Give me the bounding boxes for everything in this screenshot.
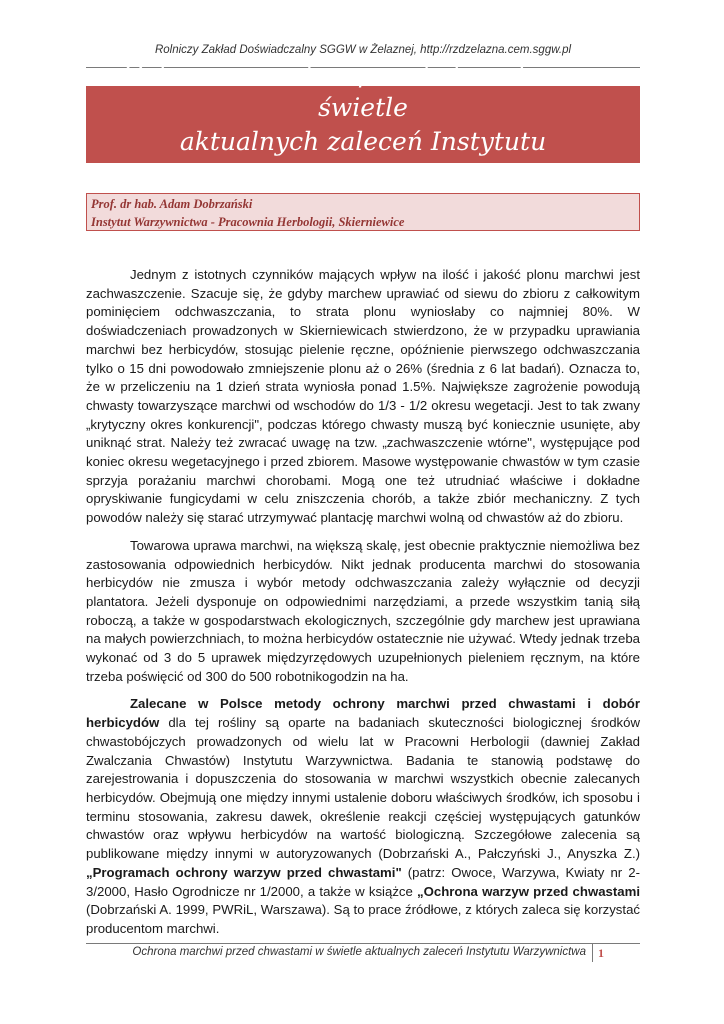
author-name: Prof. dr hab. Adam Dobrzański (91, 197, 253, 211)
paragraph-1: Jednym z istotnych czynników mających wpływ na ilość i jakość plonu marchwi jest zachwaszczenie. Szacuje się, że gdyby marchew uprawiać od siewu do zbioru z całkowitym pominięciem odchwaszczania, to strata plonu wyniosłaby co najmniej 80%. W doświadczeniach prowadzonych w Skierniewicach stwierdzono, że w przypadku uprawiania marchwi bez herbicydów, stosując pielenie ręczne, opóźnienie pierwszego odchwaszczania tylko o 15 dni powodowało zmniejszenie plonu aż o 26% (średnia z 6 lat badań). Oznacza to, że w przeliczeniu na 1 dzień strata wyniosła ponad 1.5%. Największe zagrożenie powodują chwasty towarzyszące marchwi od wschodów do 1/3 - 1/2 okresu wegetacji. Jest to tak zwany „krytyczny okres konkurencji", podczas którego chwasty muszą być koniecznie usunięte, aby uniknąć strat. Należy też zwracać uwagę na tzw. „zachwaszczenie wtórne", występujące pod koniec okresu wegetacyjnego i przed zbiorem. Masowe występowanie chwastów w tym czasie sprzyja porażaniu marchwi chorobami. Mogą one też utrudniać właściwe i dokładne opryskiwanie fungicydami w celu zniszczenia chorób, a także zbiór mechaniczny. Z tych powodów należy się starać utrzymywać plantację marchwi wolną od chwastów aż do zbioru. (86, 267, 640, 526)
paragraph-3-text-c: (patrz: Owoce, Warzywa, Kwiaty nr 2-3/2000, Hasło Ogrodnicze nr 1/2000, a także w książce (86, 864, 641, 899)
paragraph-3-bold-book: „Ochrona warzyw przed chwastami (417, 883, 640, 899)
paragraph-3-bold-lead: Zalecane w Polsce metody ochrony marchwi przed chwastami i dobór herbicydów (86, 696, 640, 731)
author-box (86, 193, 640, 231)
footer-rule (86, 943, 640, 944)
author-affiliation: Instytut Warzywnictwa - Pracownia Herbologii, Skierniewice (91, 215, 405, 229)
paragraph-3-bold-program: „Programach ochrony warzyw przed chwastami" (86, 864, 402, 880)
running-header: Rolniczy Zakład Doświadczalny SGGW w Żelaznej, http://rzdzelazna.cem.sggw.pl (154, 44, 572, 56)
article-body (86, 266, 640, 948)
title-line-2: aktualnych zaleceń Instytutu Warzywnictwa (179, 126, 547, 190)
title-line-1: Ochrona marchwi przed chwastami w świetle (123, 58, 603, 122)
paragraph-3-text-a: dla tej rośliny są oparte na badaniach skuteczności biologicznej środków chwastobójczych prowadzonych od wielu lat w Pracowni Herbologii (dawniej Zakład Zwalczania Chwastów) Instytutu Warzywnictwa. Badania te stanowią podstawę do zarejestrowania i dopuszczenia do stosowania w marchwi wszystkich obecnie zalecanych herbicydów. Obejmują one między innymi ustalenie doboru właściwych środków, ich sposobu i terminu stosowania, zakresu dawek, określenie reakcji częściej występujących gatunków chwastów oraz wpływu herbicydów na wartość biologiczną. Szczegółowe zalecenia są publikowane między innymi w autoryzowanych (Dobrzański A., Pałczyński J., Anyszka Z.) (86, 715, 640, 862)
title-banner (86, 58, 640, 190)
page-title (98, 57, 628, 193)
paragraph-3 (86, 695, 640, 938)
paragraph-3-text-e: (Dobrzański A. 1999, PWRiL, Warszawa). Są to prace źródłowe, z których zaleca się korzystać producentom marchwi. (86, 902, 640, 936)
page-number: 1 (592, 943, 640, 962)
paragraph-2: Towarowa uprawa marchwi, na większą skalę, jest obecnie praktycznie niemożliwa bez zastosowania odpowiednich herbicydów. Nikt jednak producenta marchwi do stosowania herbicydów nie zmusza i wybór metody odchwaszczania zależy wyłącznie od decyzji plantatora. Jeżeli dysponuje on odpowiednimi narzędziami, a przede wszystkim tanią siłą roboczą, a także w gospodarstwach ekologicznych, szczególnie gdy marchew jest uprawiana na małych powierzchniach, to można herbicydów ostatecznie nie używać. Wtedy jednak trzeba wykonać od 3 do 5 uprawek międzyrzędowych uzupełnionych pieleniem ręcznym, na które trzeba poświęcić od 300 do 500 robotnikogodzin na ha. (86, 537, 640, 684)
running-footer: Ochrona marchwi przed chwastami w świetle aktualnych zaleceń Instytutu Warzywnictwa (132, 946, 586, 958)
